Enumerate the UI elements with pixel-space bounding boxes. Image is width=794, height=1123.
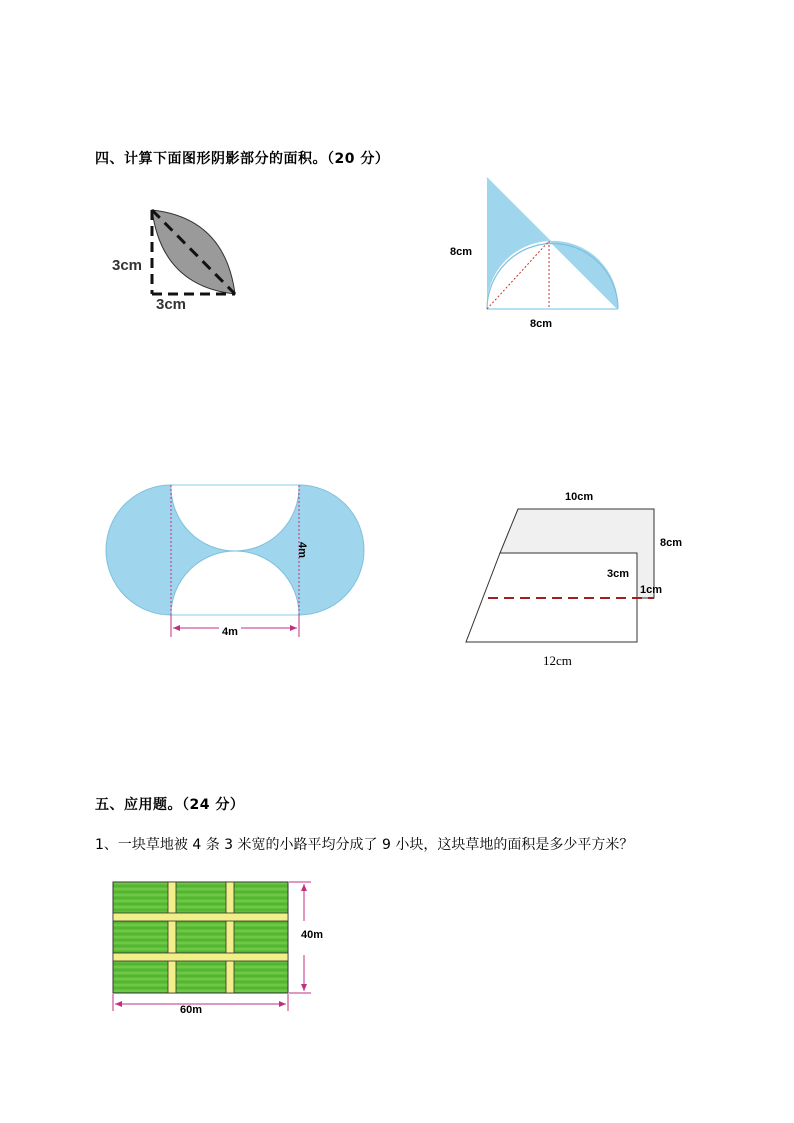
fig3-width-label: 4m: [219, 626, 241, 638]
width-arrowhead-right: [279, 1001, 286, 1007]
path-vertical-2: [226, 882, 234, 993]
figure-trapezoid-svg: [450, 485, 690, 675]
fig4-top-label: 10cm: [565, 491, 594, 503]
figure-stadium-svg: [100, 475, 375, 650]
figure-grass-field: [105, 875, 345, 1025]
figure-stadium: [100, 475, 375, 650]
figure-trapezoid: [450, 485, 690, 675]
section-5-heading: 五、应用题。（24 分）: [95, 797, 245, 813]
fig4-gap-label: 1cm: [640, 584, 663, 596]
stadium-arrowhead-left: [173, 625, 180, 631]
field-width-label: 60m: [180, 1004, 203, 1016]
fig1-bottom-label: 3cm: [156, 296, 187, 313]
path-horizontal-2: [113, 953, 288, 961]
width-arrowhead-left: [115, 1001, 122, 1007]
section-4-heading: 四、计算下面图形阴影部分的面积。（20 分）: [95, 151, 390, 167]
path-horizontal-1: [113, 913, 288, 921]
path-vertical-1: [168, 882, 176, 993]
field-height-label: 40m: [301, 929, 324, 941]
fig4-right-label: 8cm: [660, 537, 683, 549]
grass-field-svg: [105, 875, 345, 1025]
fig3-height-label: 4m: [296, 542, 308, 558]
figure-lens: [100, 200, 250, 315]
grass-field: [113, 882, 288, 993]
fig4-inner-label: 3cm: [607, 568, 630, 580]
fig2-height-label: 8cm: [450, 246, 473, 258]
stadium-shaded-region: [106, 485, 364, 615]
fig2-base-label: 8cm: [530, 318, 553, 330]
figure-triangle-semicircle: [440, 175, 640, 340]
question-1-text: 1、一块草地被 4 条 3 米宽的小路平均分成了 9 小块，这块草地的面积是多少平方米？: [95, 837, 634, 853]
fig1-side-label: 3cm: [112, 257, 143, 274]
stadium-arrowhead-right: [290, 625, 297, 631]
fig4-bottom-label: 12cm: [543, 653, 572, 668]
triangle-left-shaded: [487, 178, 549, 309]
height-arrowhead-top: [301, 884, 307, 891]
height-arrowhead-bottom: [301, 984, 307, 991]
